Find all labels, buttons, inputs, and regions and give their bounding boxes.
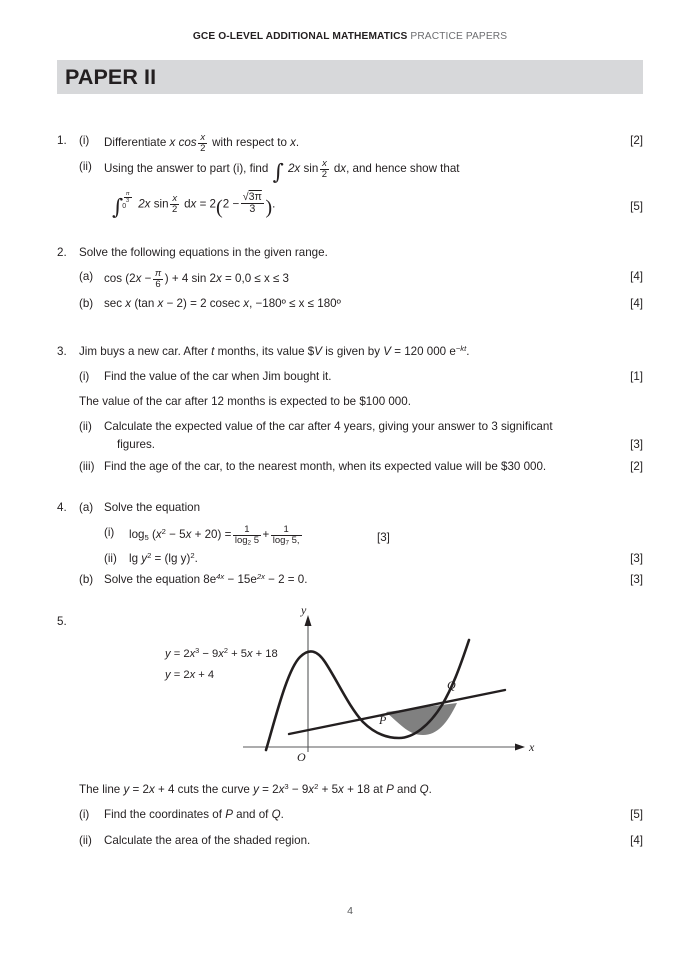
- part-label: (a): [79, 501, 94, 514]
- question-4-number: 4.: [57, 501, 67, 514]
- part-label: (ii): [79, 160, 92, 173]
- question-1-number: 1.: [57, 134, 67, 147]
- question-3-number: 3.: [57, 345, 67, 358]
- page-title: PAPER II: [65, 65, 157, 89]
- integral-icon: ∫: [112, 195, 124, 221]
- stem-text: Jim buys a new car. After t months, its value $V is given by V = 120 000 $e^{-kt}$.: [79, 344, 470, 358]
- question-4-part-a-ii: [57, 551, 643, 572]
- part-text: Calculate the expected value of the car after 4 years, giving your answer to 3 significant: [104, 420, 553, 433]
- part-label: (i): [79, 134, 90, 147]
- marks: [3]: [630, 552, 643, 565]
- curve-equation-label: $y = 2x^3 - 9x^2 + 5x + 18$: [165, 646, 278, 660]
- marks: [3]: [377, 531, 390, 544]
- log7-5-denominator: $\log_7 5$,: [272, 534, 300, 547]
- part-label: (b): [79, 297, 94, 310]
- marks: [4]: [630, 834, 643, 847]
- part-text: cos (2x − $\frac{\pi}{6}$ ) + 4 sin 2x = 0,0 ≤ x ≤ 3: [104, 268, 289, 290]
- question-3: [57, 344, 643, 481]
- running-head-strong: GCE O-LEVEL ADDITIONAL MATHEMATICS: [192, 31, 408, 42]
- question-4: [57, 500, 643, 593]
- log2-5-denominator: $\log_2 5$: [234, 534, 259, 547]
- question-5-stem: [57, 782, 643, 807]
- marks: [4]: [630, 297, 643, 310]
- part-label: (ii): [79, 420, 92, 433]
- origin-label: O: [297, 750, 306, 764]
- straight-line: [289, 690, 505, 734]
- marks: [5]: [630, 200, 643, 213]
- question-4-part-b: [57, 572, 643, 593]
- part-label: (i): [79, 370, 90, 383]
- question-3-part-ii: [57, 419, 643, 459]
- marks: [4]: [630, 270, 643, 283]
- paper-title-band: [57, 60, 643, 94]
- close-paren: ): [265, 196, 273, 219]
- display-equation: ∫ $\frac{\pi}{3}$ 0 2x sin $\frac{x}{2}$ dx = 2(2 − $\frac{√3\pi}{3}$ ).: [112, 190, 276, 221]
- part-label: (ii): [79, 834, 92, 847]
- x-axis-label: x: [529, 740, 535, 754]
- part-label: (iii): [79, 460, 95, 473]
- question-2-number: 2.: [57, 246, 67, 259]
- part-text: $\log_5 (x^2 - 5x + 20)$ = $\frac{1}{\log_2 5}$ + $\frac{1}{\log_7 5,}$: [129, 524, 300, 547]
- marks: [2]: [630, 460, 643, 473]
- part-text: Find the age of the car, to the nearest month, when its expected value will be $30 000.: [104, 460, 547, 473]
- sqrt-three-pi: √3π: [242, 190, 262, 203]
- point-q-label: Q: [447, 678, 456, 692]
- question-2: [57, 245, 643, 318]
- part-text: sec x (tan x − 2) = 2 cosec x, −180º ≤ x ≤ 180º: [104, 297, 341, 310]
- question-3-part-iii: [57, 459, 643, 481]
- question-3-note: [57, 394, 643, 419]
- integral-icon: ∫: [272, 159, 284, 185]
- part-text-cont: figures.: [117, 438, 156, 451]
- part-label: (i): [79, 808, 90, 821]
- question-2-part-b: [57, 296, 643, 318]
- line-equation-label: y = 2x + 4: [165, 669, 215, 681]
- graph-figure: [57, 600, 643, 775]
- marks: [2]: [630, 134, 643, 147]
- running-head-light: PRACTICE PAPERS: [407, 31, 508, 42]
- note-text: The value of the car after 12 months is expected to be $100 000.: [79, 395, 411, 408]
- stem-text: Solve the following equations in the given range.: [79, 246, 328, 259]
- question-3-stem: [57, 344, 643, 369]
- question-5-part-i: [57, 807, 643, 833]
- question-4-part-a: [57, 500, 643, 521]
- question-2-part-a: [57, 269, 643, 293]
- question-3-part-i: [57, 369, 643, 394]
- question-2-stem: [57, 245, 643, 269]
- marks: [3]: [630, 438, 643, 451]
- question-5-part-ii: [57, 833, 643, 857]
- question-5-number: 5.: [57, 615, 67, 628]
- part-text: Calculate the area of the shaded region.: [104, 834, 311, 847]
- marks: [1]: [630, 370, 643, 383]
- marks: [5]: [630, 808, 643, 821]
- question-1-display-equation: [57, 191, 643, 225]
- x-axis-arrow: [515, 744, 525, 751]
- part-text: Find the value of the car when Jim bought it.: [104, 370, 332, 383]
- part-text: $\lg y^2 = (\lg$ y)$^2$.: [129, 551, 198, 565]
- part-label: (b): [79, 573, 94, 586]
- part-label: (i): [104, 526, 115, 539]
- part-text: Differentiate x cos $\frac{x}{2}$ with respect to x.: [104, 132, 300, 154]
- page-number: 4: [347, 905, 353, 917]
- part-text: Solve the equation: [104, 501, 201, 514]
- question-1-part-i: [57, 133, 643, 157]
- question-5: [57, 782, 643, 857]
- open-paren: (: [216, 196, 223, 219]
- part-text: Using the answer to part (i), find ∫ 2x sin $\frac{x}{2}$ dx, and hence show that: [104, 158, 460, 185]
- part-label: (a): [79, 270, 94, 283]
- integral-limits: $\frac{\pi}{3}$ 0: [122, 191, 130, 210]
- running-head: [0, 31, 700, 42]
- marks: [3]: [630, 573, 643, 586]
- part-text: Find the coordinates of P and of Q.: [104, 808, 284, 821]
- part-label: (ii): [104, 552, 117, 565]
- part-text: Solve the equation $8e^{4x} - 15e^{2x} - 2 = 0$.: [104, 572, 308, 586]
- point-p-label: P: [379, 713, 387, 727]
- question-1-part-ii: [57, 159, 643, 185]
- graph-svg: [57, 600, 643, 775]
- y-axis-label: y: [301, 603, 307, 617]
- question-4-part-a-i: [57, 521, 643, 551]
- stem-text: The line y = 2x + 4 cuts the curve $y = 2x^3 - 9x^2 + 5x + 18$ at P and Q.: [79, 782, 432, 796]
- question-1: [57, 133, 643, 225]
